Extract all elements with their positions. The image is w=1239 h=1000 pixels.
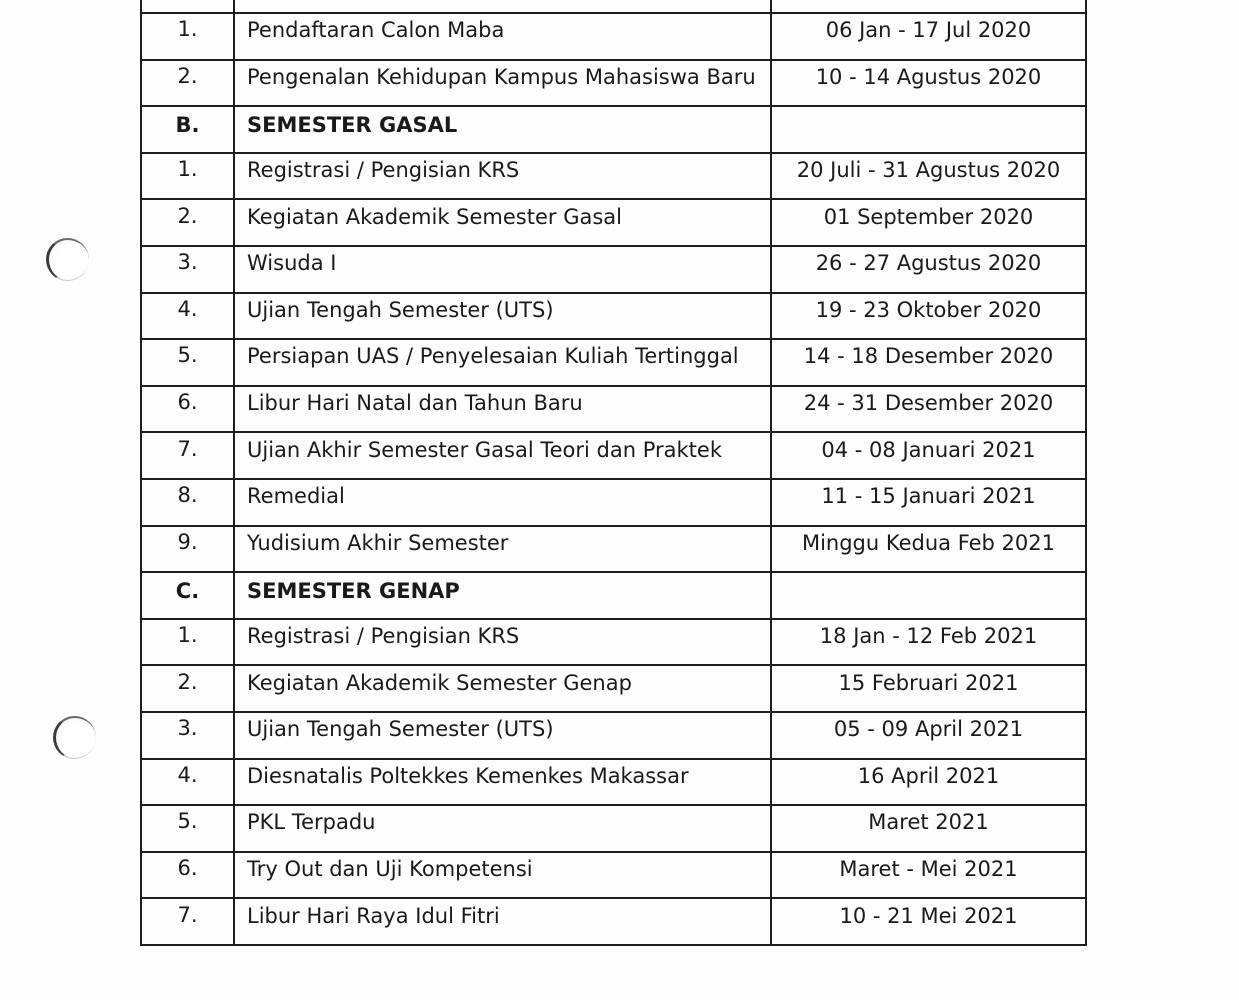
table-row [141,13,1086,60]
table-row [141,60,1086,107]
activity-date: 06 Jan - 17 Jul 2020 [825,18,1032,43]
activity-name: Diesnatalis Poltekkes Kemenkes Makassar [247,763,689,788]
table-row [141,432,1086,479]
activity-date: Maret - Mei 2021 [839,856,1018,881]
activity-name: Kegiatan Akademik Semester Gasal [247,204,622,229]
table-row [141,339,1086,386]
activity-date: 26 - 27 Agustus 2020 [815,251,1042,276]
table-row [141,526,1086,573]
section-header-row [141,106,1086,153]
activity-date: 24 - 31 Desember 2020 [803,391,1054,416]
row-number: 1. [177,17,198,42]
table-row [141,619,1086,666]
table-row [141,759,1086,806]
row-number: 7. [177,436,198,461]
row-number: 9. [177,529,198,554]
activity-name: Persiapan UAS / Penyelesaian Kuliah Tertinggal [247,344,739,369]
activity-date: 20 Juli - 31 Agustus 2020 [796,158,1061,183]
activity-name: Registrasi / Pengisian KRS [247,158,520,183]
activity-date: 15 Februari 2021 [838,670,1019,695]
academic-calendar-table [140,0,1087,946]
activity-name: Libur Hari Raya Idul Fitri [247,903,500,928]
row-number: 2. [177,63,198,88]
row-number: 6. [177,390,198,415]
row-number: 2. [177,203,198,228]
activity-date: 05 - 09 April 2021 [833,717,1024,742]
row-number: 8. [177,483,198,508]
row-number: 3. [177,250,198,275]
activity-name: Pendaftaran Calon Maba [247,18,505,43]
table-row [141,712,1086,759]
activity-name: Registrasi / Pengisian KRS [247,624,520,649]
activity-name: Ujian Tengah Semester (UTS) [247,297,554,322]
row-number: 4. [177,296,198,321]
activity-date: 11 - 15 Januari 2021 [821,484,1036,509]
table-row [141,199,1086,246]
section-title: SEMESTER GENAP [247,579,460,604]
table-row [141,386,1086,433]
activity-name: Yudisium Akhir Semester [247,530,509,555]
activity-name: Wisuda I [247,251,337,276]
activity-name: PKL Terpadu [247,810,376,835]
activity-date: 16 April 2021 [857,763,1000,788]
row-number: 5. [177,809,198,834]
table-row [141,805,1086,852]
activity-date: 19 - 23 Oktober 2020 [815,297,1042,322]
section-letter: C. [175,579,200,604]
activity-name: Ujian Akhir Semester Gasal Teori dan Praktek [247,437,722,462]
activity-name: Try Out dan Uji Kompetensi [247,856,533,881]
activity-date: 01 September 2020 [823,204,1034,229]
activity-date: 10 - 14 Agustus 2020 [815,64,1042,89]
activity-date: 14 - 18 Desember 2020 [803,344,1054,369]
activity-name: Libur Hari Natal dan Tahun Baru [247,391,583,416]
activity-date: Maret 2021 [868,810,989,835]
table-row [141,665,1086,712]
row-number: 3. [177,716,198,741]
section-header-row [141,572,1086,619]
activity-name: Pengenalan Kehidupan Kampus Mahasiswa Baru [247,64,756,89]
row-number: 7. [177,902,198,927]
punch-hole-icon [46,238,89,281]
row-number: 1. [177,157,198,182]
row-number: 2. [177,669,198,694]
table-row [141,852,1086,899]
activity-date: 10 - 21 Mei 2021 [839,903,1018,928]
table-row [141,479,1086,526]
row-number: 4. [177,762,198,787]
row-number: 5. [177,343,198,368]
table-row [141,246,1086,293]
table-row [141,153,1086,200]
table-row-continuation [141,0,1086,13]
activity-date: Minggu Kedua Feb 2021 [801,530,1056,555]
row-number: 1. [177,623,198,648]
section-title: SEMESTER GASAL [247,113,458,138]
activity-name: Remedial [247,484,345,509]
activity-name: Kegiatan Akademik Semester Genap [247,670,632,695]
punch-hole-icon [53,716,96,759]
table-row [141,293,1086,340]
activity-date: 04 - 08 Januari 2021 [821,437,1036,462]
table-row [141,898,1086,945]
row-number: 6. [177,855,198,880]
activity-date: 18 Jan - 12 Feb 2021 [819,624,1038,649]
activity-name: Ujian Tengah Semester (UTS) [247,717,554,742]
section-letter: B. [175,113,200,138]
